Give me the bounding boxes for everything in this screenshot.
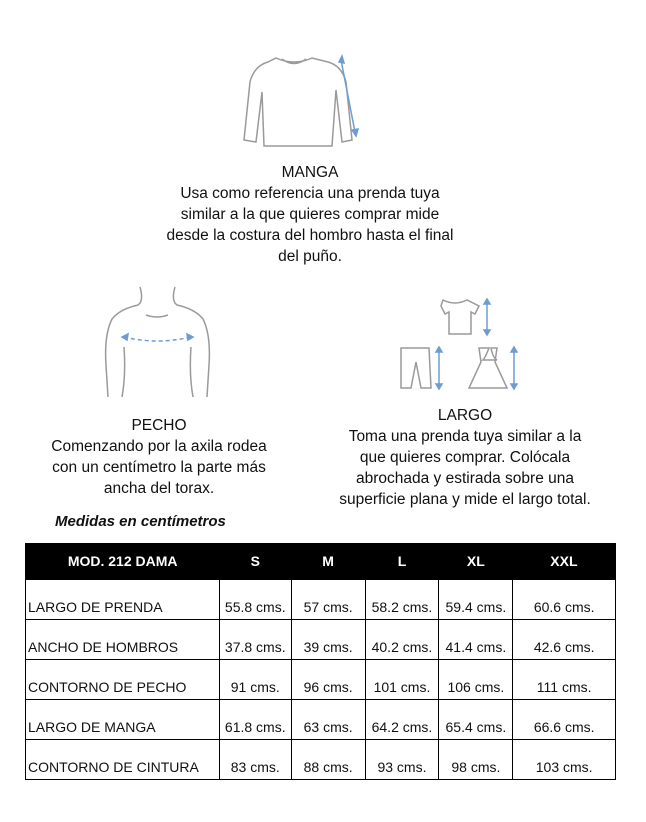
table-row: [26, 580, 616, 620]
header-size-m: M: [291, 543, 365, 580]
table-cell: 55.8 cms.: [219, 580, 291, 620]
table-cell: 111 cms.: [513, 660, 616, 700]
table-cell: 98 cms.: [439, 740, 513, 780]
row-label: CONTORNO DE PECHO: [26, 660, 220, 700]
table-cell: 106 cms.: [439, 660, 513, 700]
manga-line: desde la costura del hombro hasta el final: [166, 227, 454, 244]
table-cell: 60.6 cms.: [513, 580, 616, 620]
table-cell: 63 cms.: [291, 700, 365, 740]
largo-line: Toma una prenda tuya similar a la: [348, 428, 582, 445]
row-label: CONTORNO DE CINTURA: [26, 740, 220, 780]
table-cell: 37.8 cms.: [219, 620, 291, 660]
header-size-l: L: [365, 543, 439, 580]
table-header-row: [26, 543, 616, 580]
header-size-s: S: [219, 543, 291, 580]
largo-line: que quieres comprar. Colócala: [359, 449, 571, 466]
long-sleeve-shirt-icon: [238, 52, 362, 152]
row-label: ANCHO DE HOMBROS: [26, 620, 220, 660]
table-cell: 64.2 cms.: [365, 700, 439, 740]
pecho-line: con un centímetro la parte más: [52, 459, 266, 476]
table-row: [26, 700, 616, 740]
table-cell: 91 cms.: [219, 660, 291, 700]
garments-length-measure-icon: [393, 296, 523, 396]
table-cell: 59.4 cms.: [439, 580, 513, 620]
row-label: LARGO DE PRENDA: [26, 580, 220, 620]
manga-line: similar a la que quieres comprar mide: [180, 206, 440, 223]
table-cell: 96 cms.: [291, 660, 365, 700]
table-caption: Medidas en centímetros: [55, 513, 226, 530]
table-cell: 66.6 cms.: [513, 700, 616, 740]
torso-chest-measure-icon: [100, 285, 215, 403]
table-cell: 58.2 cms.: [365, 580, 439, 620]
table-cell: 40.2 cms.: [365, 620, 439, 660]
table-cell: 93 cms.: [365, 740, 439, 780]
largo-line: superficie plana y mide el largo total.: [339, 491, 591, 508]
largo-title: LARGO: [437, 407, 493, 424]
size-chart-table: [25, 543, 616, 780]
table-row: [26, 620, 616, 660]
manga-title: MANGA: [281, 164, 339, 181]
pecho-line: Comenzando por la axila rodea: [51, 438, 267, 455]
table-cell: 83 cms.: [219, 740, 291, 780]
manga-line: Usa como referencia una prenda tuya: [180, 185, 440, 202]
largo-instructions: [318, 405, 612, 510]
row-label: LARGO DE MANGA: [26, 700, 220, 740]
header-size-xxl: XXL: [513, 543, 616, 580]
table-cell: 61.8 cms.: [219, 700, 291, 740]
manga-instructions: [140, 162, 480, 267]
table-cell: 57 cms.: [291, 580, 365, 620]
header-size-xl: XL: [439, 543, 513, 580]
pecho-line: ancha del torax.: [103, 480, 215, 497]
pecho-instructions: [20, 415, 298, 499]
header-model: MOD. 212 DAMA: [26, 543, 220, 580]
table-cell: 88 cms.: [291, 740, 365, 780]
table-cell: 65.4 cms.: [439, 700, 513, 740]
table-row: [26, 740, 616, 780]
table-cell: 42.6 cms.: [513, 620, 616, 660]
table-cell: 101 cms.: [365, 660, 439, 700]
pecho-title: PECHO: [131, 417, 187, 434]
table-cell: 41.4 cms.: [439, 620, 513, 660]
largo-line: abrochada y estirada sobre una: [355, 470, 574, 487]
table-row: [26, 660, 616, 700]
table-cell: 39 cms.: [291, 620, 365, 660]
manga-line: del puño.: [278, 248, 342, 265]
table-cell: 103 cms.: [513, 740, 616, 780]
